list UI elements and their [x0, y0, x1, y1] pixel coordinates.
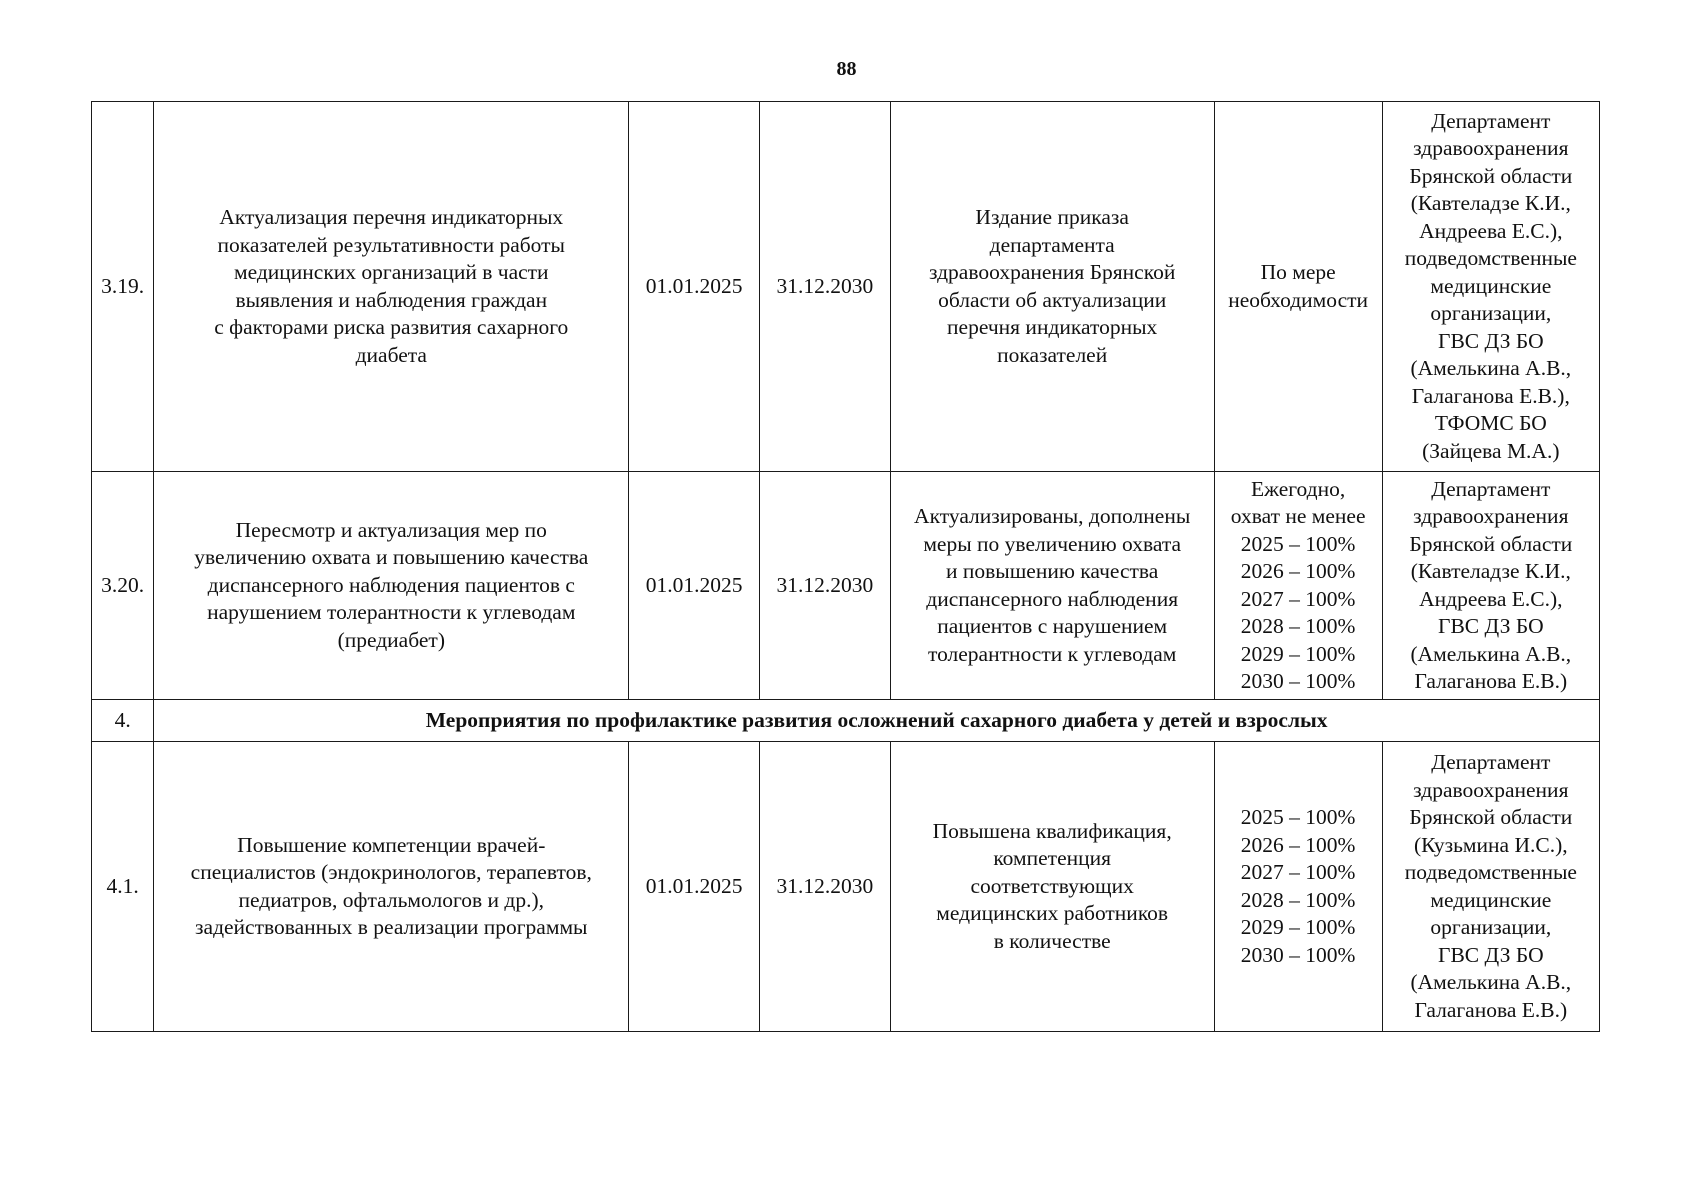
measure-cell [154, 472, 629, 700]
row-number: 4.1. [92, 742, 154, 1032]
indicator-line: 2029 – 100% [1240, 915, 1356, 939]
responsible-line: Департамент [1431, 108, 1551, 133]
responsible-line: ГВС ДЗ БО [1438, 942, 1544, 967]
indicator-line: 2025 – 100% [1240, 531, 1356, 556]
measure-line: показателей результативности работы [217, 232, 565, 257]
result-cell [890, 742, 1214, 1032]
indicator-line: 2026 – 100% [1240, 832, 1356, 857]
indicator-line: По мере [1260, 260, 1336, 284]
responsible-cell [1382, 472, 1599, 700]
result-line: меры по увеличению охвата [923, 531, 1182, 556]
responsible-line: (Кавтеладзе К.И., [1410, 559, 1571, 583]
result-line: Издание приказа [975, 205, 1129, 229]
responsible-line: (Зайцева М.А.) [1422, 438, 1560, 463]
table-row [92, 742, 1600, 1032]
result-line: соответствующих [970, 873, 1134, 898]
indicator-line: 2030 – 100% [1240, 669, 1356, 693]
measure-line: Повышение компетенции врачей- [237, 832, 546, 857]
result-line: пациентов с нарушением [937, 614, 1168, 638]
indicator-line: 2029 – 100% [1240, 641, 1356, 666]
measure-line: Пересмотр и актуализация мер по [235, 517, 547, 542]
indicator-cell [1214, 102, 1382, 472]
measure-line: задействованных в реализации программы [195, 915, 588, 939]
measure-line: педиатров, офтальмологов и др.), [238, 887, 544, 912]
responsible-line: Департамент [1431, 750, 1551, 774]
indicator-line: 2028 – 100% [1240, 887, 1356, 912]
result-line: диспансерного наблюдения [926, 586, 1179, 611]
measure-line: медицинских организаций в части [233, 260, 549, 284]
start-date: 01.01.2025 [629, 472, 760, 700]
measure-line: Актуализация перечня индикаторных [219, 205, 564, 229]
indicator-line: 2026 – 100% [1240, 559, 1356, 583]
row-number: 3.20. [92, 472, 154, 700]
page-number: 88 [836, 58, 857, 80]
result-line: показателей [997, 342, 1108, 367]
responsible-line: здравоохранения [1413, 136, 1569, 161]
result-line: толерантности к углеводам [927, 641, 1177, 666]
measure-cell [154, 102, 629, 472]
measure-line: специалистов (эндокринологов, терапевтов, [190, 860, 592, 884]
result-line: медицинских работников [936, 901, 1169, 926]
end-date: 31.12.2030 [759, 472, 890, 700]
result-line: в количестве [993, 928, 1111, 953]
responsible-line: Галаганова Е.В.), [1411, 383, 1570, 408]
responsible-line: здравоохранения [1413, 504, 1569, 528]
indicator-line: 2030 – 100% [1240, 942, 1356, 967]
measure-line: увеличению охвата и повышению качества [194, 545, 589, 570]
start-date: 01.01.2025 [629, 102, 760, 472]
responsible-line: Андреева Е.С.), [1419, 586, 1563, 611]
result-line: здравоохранения Брянской [929, 260, 1176, 284]
responsible-line: Брянской области [1409, 163, 1573, 188]
responsible-line: организации, [1430, 915, 1552, 939]
responsible-line: (Амелькина А.В., [1410, 641, 1572, 666]
responsible-cell [1382, 742, 1599, 1032]
indicator-line: охват не менее [1230, 504, 1366, 528]
indicator-line: 2027 – 100% [1240, 586, 1356, 611]
responsible-line: Брянской области [1409, 531, 1573, 556]
measure-line: (предиабет) [337, 627, 445, 652]
indicator-line: Ежегодно, [1251, 476, 1346, 501]
indicator-cell [1214, 472, 1382, 700]
result-cell [890, 472, 1214, 700]
responsible-line: медицинские [1430, 887, 1552, 912]
responsible-line: (Кузьмина И.С.), [1414, 832, 1568, 857]
section-title: Мероприятия по профилактике развития осложнений сахарного диабета у детей и взрослых [154, 700, 1600, 742]
responsible-line: (Кавтеладзе К.И., [1410, 191, 1571, 216]
indicator-line: 2027 – 100% [1240, 860, 1356, 884]
responsible-line: подведомственные [1404, 246, 1577, 271]
result-line: перечня индикаторных [947, 315, 1158, 339]
responsible-line: Департамент [1431, 476, 1551, 501]
responsible-line: Галаганова Е.В.) [1414, 669, 1568, 693]
responsible-line: подведомственные [1404, 860, 1577, 884]
responsible-line: ГВС ДЗ БО [1438, 614, 1544, 638]
indicator-line: 2028 – 100% [1240, 614, 1356, 638]
indicator-cell [1214, 742, 1382, 1032]
activities-table [91, 101, 1600, 1032]
result-line: области об актуализации [938, 287, 1167, 312]
measure-line: с факторами риска развития сахарного [214, 315, 569, 339]
section-row [92, 700, 1600, 742]
measure-line: диабета [355, 342, 427, 367]
result-line: Актуализированы, дополнены [914, 504, 1191, 528]
responsible-line: медицинские [1430, 273, 1552, 298]
row-number: 3.19. [92, 102, 154, 472]
measure-line: диспансерного наблюдения пациентов с [207, 572, 575, 597]
responsible-line: Галаганова Е.В.) [1414, 997, 1568, 1022]
table-row [92, 102, 1600, 472]
section-number: 4. [92, 700, 154, 742]
responsible-line: Брянской области [1409, 805, 1573, 829]
responsible-line: (Амелькина А.В., [1410, 970, 1572, 994]
responsible-line: Андреева Е.С.), [1419, 218, 1563, 243]
measure-cell [154, 742, 629, 1032]
responsible-cell [1382, 102, 1599, 472]
table-row [92, 472, 1600, 700]
result-line: Повышена квалификация, [932, 818, 1172, 843]
responsible-line: (Амелькина А.В., [1410, 356, 1572, 381]
end-date: 31.12.2030 [759, 102, 890, 472]
indicator-line: 2025 – 100% [1240, 805, 1356, 829]
result-line: и повышению качества [946, 559, 1159, 583]
measure-line: выявления и наблюдения граждан [235, 287, 548, 312]
responsible-line: организации, [1430, 301, 1552, 326]
result-line: департамента [989, 232, 1115, 257]
responsible-line: ТФОМС БО [1434, 411, 1547, 436]
result-line: компетенция [993, 846, 1112, 871]
start-date: 01.01.2025 [629, 742, 760, 1032]
result-cell [890, 102, 1214, 472]
measure-line: нарушением толерантности к углеводам [207, 600, 576, 625]
responsible-line: ГВС ДЗ БО [1438, 328, 1544, 353]
responsible-line: здравоохранения [1413, 777, 1569, 802]
end-date: 31.12.2030 [759, 742, 890, 1032]
indicator-line: необходимости [1228, 287, 1369, 312]
